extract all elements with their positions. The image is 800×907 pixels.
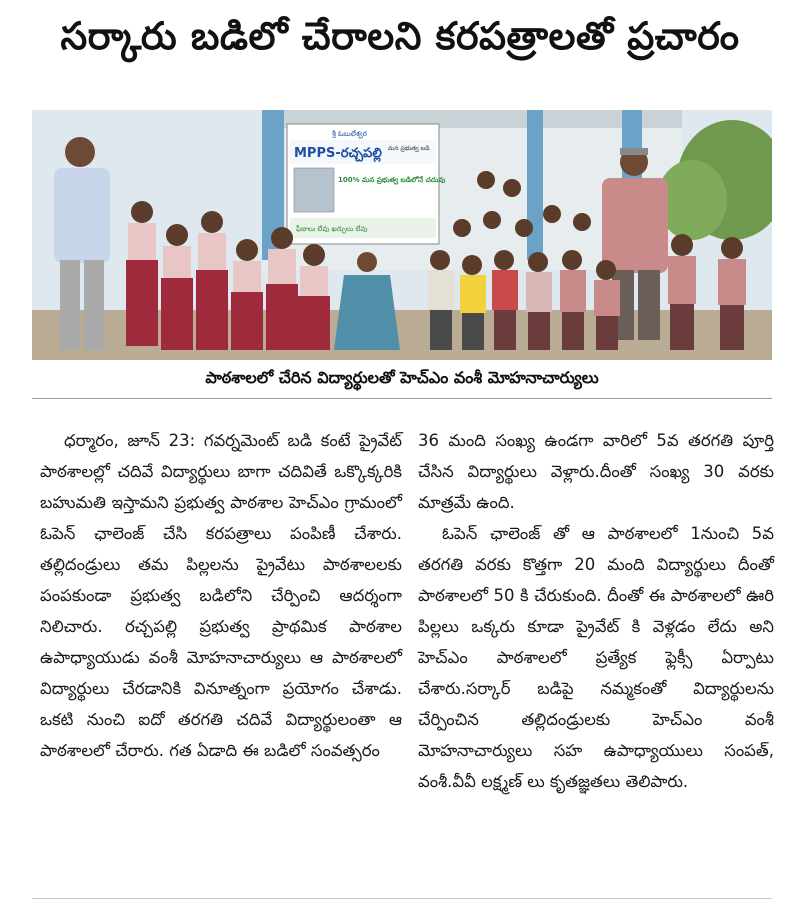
banner-top-text: శ్రీ ఓబులేశ్వర: [332, 130, 367, 138]
article-headline: సర్కారు బడిలో చేరాలని కరపత్రాలతో ప్రచారం: [60, 14, 740, 58]
flex-banner: [287, 124, 445, 244]
caption-divider: [32, 398, 772, 399]
paragraph: ఓపెన్ ఛాలెంజ్ తో ఆ పాఠశాలలో 1నుంచి 5వ తరగతి వరకు కొత్తగా 20 మంది విద్యార్థులు దీంతో పాఠశాలలో 50 కి చేరుకుంది. దీంతో ఈ పాఠశాలలో ఊరి పిల్లలు ఒక్కరు కూడా ప్రైవేట్ కి వెళ్లడం లేదు అని హెచ్ఎం పాఠశాలలో ప్రత్యేక ఫ్లెక్సీ ఏర్పాటు చేశారు.సర్కార్ బడిపై నమ్మకంతో విద్యార్థులను చేర్పించిన తల్లిదండ్రులకు హెచ్ఎం వంశీ మోహనాచార్యులు సహ ఉపాధ్యాయులు సంపత్, వంశీ.వీవీ లక్ష్మణ్ లు కృతజ్ఞతలు తెలిపారు.: [418, 524, 774, 791]
article-column-right: [418, 425, 774, 797]
article-column-left: [40, 425, 402, 766]
photo-caption: పాఠశాలలో చేరిన విద్యార్థులతో హెచ్ఎం వంశీ మోహనాచార్యులు: [205, 368, 599, 387]
banner-title: MPPS-రచ్చపల్లి: [294, 146, 382, 161]
banner-middle-text: 100% మన ప్రభుత్వ బడిలోనే చదువు: [338, 176, 446, 184]
paragraph: ధర్మారం, జూన్ 23: గవర్నమెంట్ బడి కంటే ప్రైవేట్ పాఠశాలల్లో చదివే విద్యార్థులు బాగా చదివితే ఒక్కొక్కరికి బహుమతి ఇస్తామని ప్రభుత్వ పాఠశాల హెచ్ఎం గ్రామంలో ఓపెన్ ఛాలెంజ్ చేసి కరపత్రాలు పంపిణీ చేశారు. తల్లిదండ్రులు తమ పిల్లలను ప్రైవేటు పాఠశాలలకు పంపకుండా ప్రభుత్వ బడిలోని చేర్పించి ఆదర్శంగా నిలిచారు. రచ్చపల్లి ప్రభుత్వ ప్రాథమిక పాఠశాల ఉపాధ్యాయుడు వంశీ మోహనాచార్యులు ఆ పాఠశాలలో విద్యార్థులు చేరడానికి వినూత్నంగా ప్రయోగం చేశాడు. ఒకటి నుంచి ఐదో తరగతి చదివే విద్యార్థులంతా ఆ పాఠశాలలో చేరారు. గత ఏడాది ఈ బడిలో సంవత్సరం: [40, 431, 402, 760]
paragraph: 36 మంది సంఖ్య ఉండగా వారిలో 5వ తరగతి పూర్తి చేసిన విద్యార్థులు వెళ్లారు.దీంతో సంఖ్య 30 వరకు మాత్రమే ఉంది.: [418, 431, 774, 512]
photo-scene: [32, 110, 772, 360]
banner-bottom-text: ఫీజులు లేవు ఖర్చులు లేవు: [296, 225, 368, 233]
bottom-divider: [32, 898, 772, 899]
banner-side-text: మన ప్రభుత్వ బడి: [388, 145, 430, 152]
news-photo: [32, 110, 772, 360]
